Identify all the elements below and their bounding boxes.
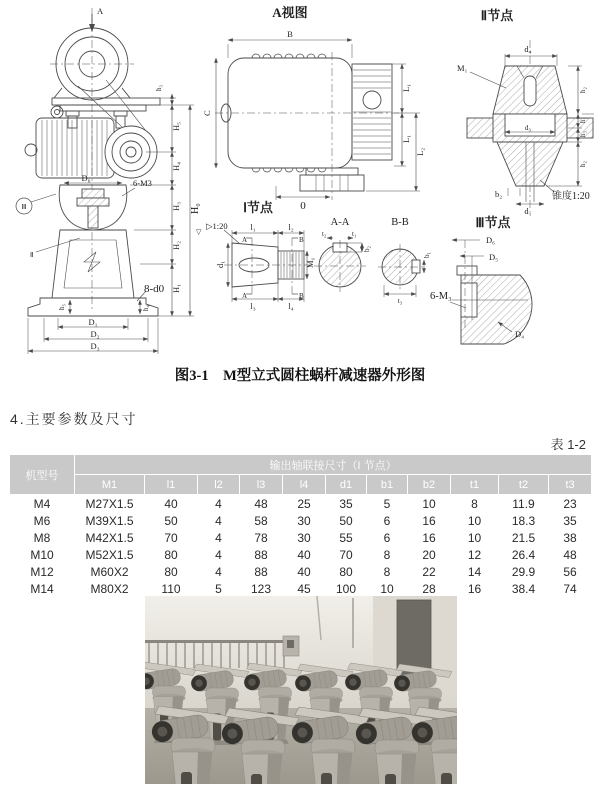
parameter-table-wrap [9, 454, 591, 597]
label-l3: l₃ [250, 301, 256, 311]
label-finish-mark: ▽ [196, 228, 202, 236]
label-n1-M1: M₁ [305, 257, 315, 268]
label-taper-1-20: 锥度1:20 [552, 191, 590, 202]
label-n1-d1: d₁ [215, 260, 225, 268]
col-header-b2: b2 [408, 475, 451, 495]
view-a-title: A视图 [272, 5, 308, 20]
table-row: M10 M52X1.5 80 4 88 40 70 8 20 12 26.4 48 [10, 546, 592, 563]
label-H1: H₁ [171, 283, 181, 293]
label-n2-h1: h₁ [579, 117, 587, 123]
label-n2-h2a: h₂ [579, 87, 587, 93]
label-taper-arrow: ▷1:20 [206, 221, 228, 231]
table-row: M8 M42X1.5 70 4 78 30 55 6 16 10 21.5 38 [10, 529, 592, 546]
section-a-a [314, 238, 366, 292]
col-header-l3: l3 [240, 475, 283, 495]
label-t3: t₃ [397, 297, 403, 305]
label-h5: h₅ [58, 304, 66, 310]
label-L1-upper: L₁ [401, 83, 411, 92]
label-n2-b2: b₂ [495, 189, 503, 199]
label-D6: D₆ [81, 173, 91, 183]
label-D6-n3: D₆ [486, 235, 496, 245]
figure-caption: 图3-1 M型立式圆柱蜗杆减速器外形图 [174, 368, 426, 384]
col-header-model: 机型号 [10, 455, 75, 495]
label-h4: h₄ [142, 305, 150, 311]
label-cut-A-top: A [242, 236, 248, 244]
table-row: M14 M80X2 110 5 123 45 100 10 28 16 38.4 74 [10, 580, 592, 597]
label-l4: l₄ [288, 301, 294, 311]
label-node2-marker: Ⅱ [30, 251, 34, 259]
label-node3-marker: Ⅲ [21, 203, 27, 211]
view-a [215, 40, 420, 200]
label-H0: H₀ [190, 203, 201, 214]
label-cut-A-bottom: A [242, 292, 248, 300]
section-aa-title: A-A [330, 217, 350, 228]
label-L2: L₂ [415, 147, 425, 156]
front-view [16, 8, 194, 354]
node-2-title: Ⅱ节点 [480, 8, 514, 23]
section-b-b [378, 244, 424, 297]
col-header-M1: M1 [75, 475, 145, 495]
col-header-l1: l1 [145, 475, 198, 495]
label-b1: b₁ [423, 252, 431, 258]
label-t1: t₁ [352, 230, 357, 238]
label-n2-d1: d₁ [524, 206, 532, 216]
label-n2-h2b: h₂ [579, 161, 587, 167]
header-row-cols [10, 475, 592, 495]
label-C: C [202, 110, 212, 116]
label-H2: H₂ [171, 240, 181, 250]
photo-control-box-panel [287, 640, 294, 648]
model-cell: M12 [30, 564, 54, 579]
label-zero-dim: 0 [300, 200, 306, 212]
label-l1: l₁ [250, 222, 256, 232]
label-l2: l₂ [288, 222, 294, 232]
table-row: M6 M39X1.5 50 4 58 30 50 6 16 10 18.3 35 [10, 512, 592, 529]
label-cut-B-top: B [299, 236, 304, 244]
label-D3: D₃ [90, 341, 100, 351]
label-d4: d₄ [524, 44, 532, 54]
label-D4: D₄ [515, 329, 525, 339]
label-t2: t₂ [322, 230, 327, 238]
parameter-table [9, 454, 592, 597]
label-B: B [287, 29, 293, 39]
col-header-d1: d1 [326, 475, 367, 495]
col-header-l4: l4 [283, 475, 326, 495]
label-view-a-arrow: A [97, 6, 104, 16]
model-cell: M6 [33, 513, 51, 528]
table-row: M4 M27X1.5 40 4 48 25 35 5 10 8 11.9 23 [10, 495, 592, 513]
col-header-t3: t3 [549, 475, 592, 495]
node-1-title: Ⅰ节点 [243, 200, 273, 215]
table-row: M12 M60X2 80 4 88 40 80 8 22 14 29.9 56 [10, 563, 592, 580]
model-cell: M10 [30, 547, 54, 562]
label-h3: h₃ [155, 85, 163, 91]
col-header-b1: b1 [367, 475, 408, 495]
label-H5: H₅ [171, 121, 181, 131]
col-header-l2: l2 [198, 475, 240, 495]
figure-drawing [0, 0, 600, 362]
col-header-t1: t1 [451, 475, 499, 495]
model-cell: M14 [30, 581, 54, 596]
label-H3: H₃ [171, 201, 181, 211]
col-header-t2: t2 [499, 475, 549, 495]
label-n2-h3: h₃ [579, 131, 587, 137]
node-3-title: Ⅲ节点 [475, 215, 511, 230]
label-cut-B-bottom: B [299, 292, 304, 300]
label-8-d0: 8-d0 [144, 283, 165, 295]
factory-photo [145, 596, 457, 784]
label-D2: D₂ [90, 329, 100, 339]
label-H4: H₄ [171, 161, 181, 171]
section-bb-title: B-B [391, 217, 409, 228]
label-D5: D₅ [489, 252, 499, 262]
label-aa-b2: b₂ [363, 246, 371, 252]
col-group-header: 输出轴联接尺寸（I 节点） [75, 455, 592, 475]
model-cell: M8 [33, 530, 51, 545]
header-row-group [10, 455, 592, 475]
label-6-M3: 6-M3 [133, 178, 152, 188]
label-6-M3-n3: 6-M₃ [430, 291, 452, 302]
table-tag: 表 1-2 [550, 437, 586, 452]
label-n2-M1: M₁ [457, 63, 468, 73]
section-heading: 4.主要参数及尺寸 [10, 411, 138, 427]
model-cell: M4 [33, 496, 51, 511]
label-L1-lower: L₁ [401, 134, 411, 143]
label-d3: d₃ [525, 124, 531, 132]
label-D1: D₁ [88, 317, 98, 327]
